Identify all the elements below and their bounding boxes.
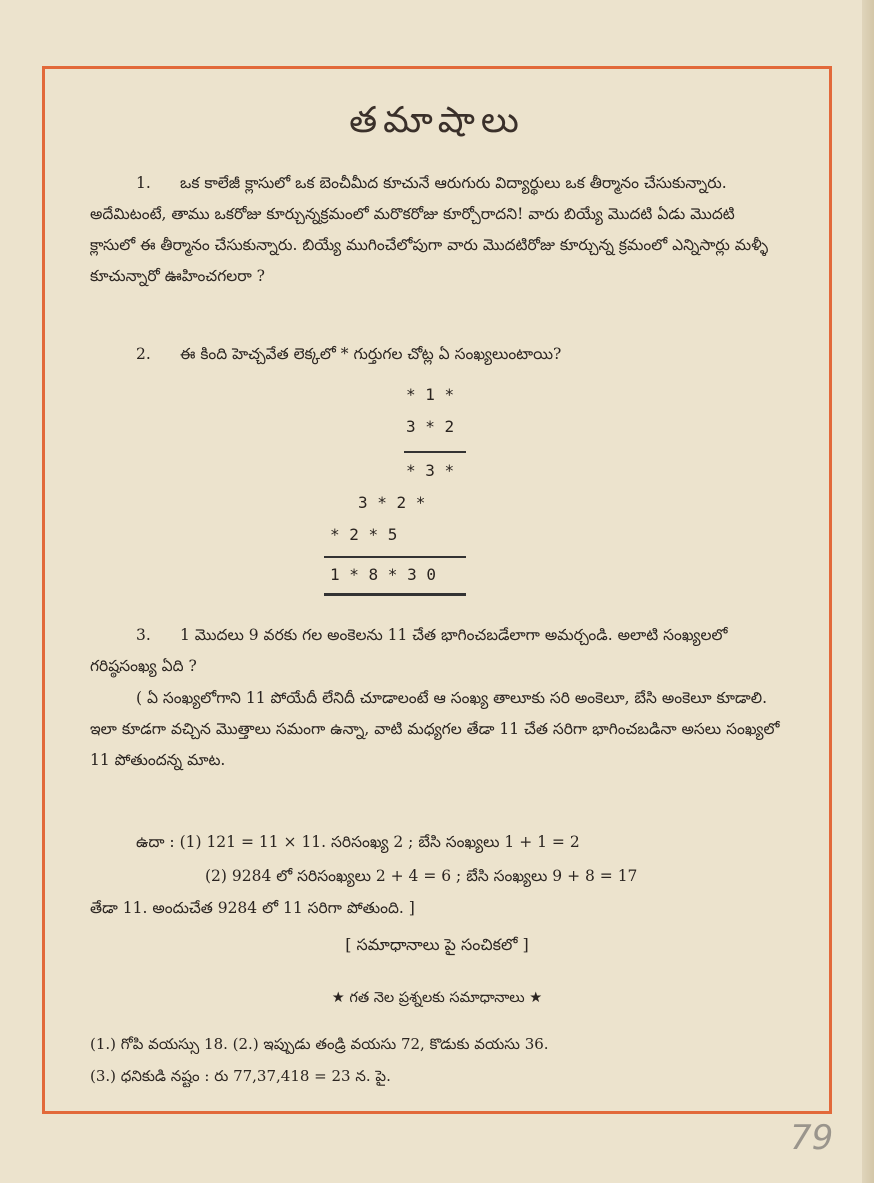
question-3: [90, 620, 780, 682]
partial-product-3: * 2 * 5: [330, 525, 398, 544]
question-1: [90, 168, 780, 292]
partial-product-1: * 3 *: [406, 461, 455, 480]
partial-product-2: 3 * 2 *: [358, 493, 426, 512]
page-number: 79: [790, 1118, 834, 1158]
question-2: [90, 339, 780, 370]
final-product: 1 * 8 * 3 0: [330, 565, 436, 584]
prev-answers-line-1: (1.) గోపి వయస్సు 18. (2.) ఇప్పుడు తండ్రి వయసు 72, కొడుకు వయసు 36.: [90, 1035, 549, 1053]
example-1: ఉదా : (1) 121 = 11 × 11. సరిసంఖ్య 2 ; బేసి సంఖ్యలు 1 + 1 = 2: [136, 833, 580, 851]
question-1-text: ఒక కాలేజీ క్లాసులో ఒక బెంచీమీద కూచునే ఆరుగురు విద్యార్థులు ఒక తీర్మానం చేసుకున్నారు. అదేమిటంటే, తాము ఒకరోజు కూర్చున్నక్రమంలో మరొకరోజు కూర్చోరాదని! వారు బియ్యే మొదటి ఏడు మొదటి క్లాసులో ఈ తీర్మానం చేసుకున్నారు. బియ్యే ముగించేలోపుగా వారు మొదటిరోజు కూర్చున్న క్రమంలో ఎన్నిసార్లు మళ్ళీ కూచున్నారో ఊహించగలరా ?: [90, 174, 769, 285]
question-3-hint: ( ఏ సంఖ్యలోగాని 11 పోయేదీ లేనిదీ చూడాలంటే ఆ సంఖ్య తాలూకు సరి అంకెలూ, బేసి అంకెలూ కూడాలి. ఇలా కూడగా వచ్చిన మొత్తాలు సమంగా ఉన్నా, వాటి మధ్యగల తేడా 11 చేత సరిగా భాగించబడినా అసలు సంఖ్యలో 11 పోతుందన్న మాట.: [90, 689, 780, 769]
question-2-text: ఈ కింది హెచ్చవేత లెక్కలో * గుర్తుగల చోట్ల ఏ సంఖ్యలుంటాయి?: [180, 345, 562, 363]
page-title: తమాషాలు: [349, 100, 525, 141]
line-1: [404, 451, 466, 453]
multiplicand-row: * 1 *: [406, 385, 455, 404]
example-2: (2) 9284 లో సరిసంఖ్యలు 2 + 4 = 6 ; బేసి సంఖ్యలు 9 + 8 = 17: [205, 867, 638, 885]
example-3: తేడా 11. అందుచేత 9284 లో 11 సరిగా పోతుంది. ]: [90, 899, 415, 917]
question-2-number: 2.: [136, 345, 151, 363]
answers-note: [ సమాధానాలు పై సంచికలో ]: [345, 935, 529, 954]
multiplier-row: 3 * 2: [406, 417, 455, 436]
question-3-text: 1 మొదలు 9 వరకు గల అంకెలను 11 చేత భాగించబడేలాగా అమర్చండి. అలాటి సంఖ్యలలో గరిష్ఠసంఖ్య ఏది ?: [90, 626, 728, 675]
question-1-number: 1.: [136, 174, 151, 192]
prev-answers-heading: ★ గత నెల ప్రశ్నలకు సమాధానాలు ★: [331, 990, 543, 1006]
prev-answers-line-2: (3.) ధనికుడి నష్టం : రు 77,37,418 = 23 న. పై.: [90, 1067, 391, 1085]
question-3-number: 3.: [136, 626, 151, 644]
line-3: [324, 593, 466, 596]
prev-answers: [90, 1028, 790, 1092]
line-2: [324, 556, 466, 558]
